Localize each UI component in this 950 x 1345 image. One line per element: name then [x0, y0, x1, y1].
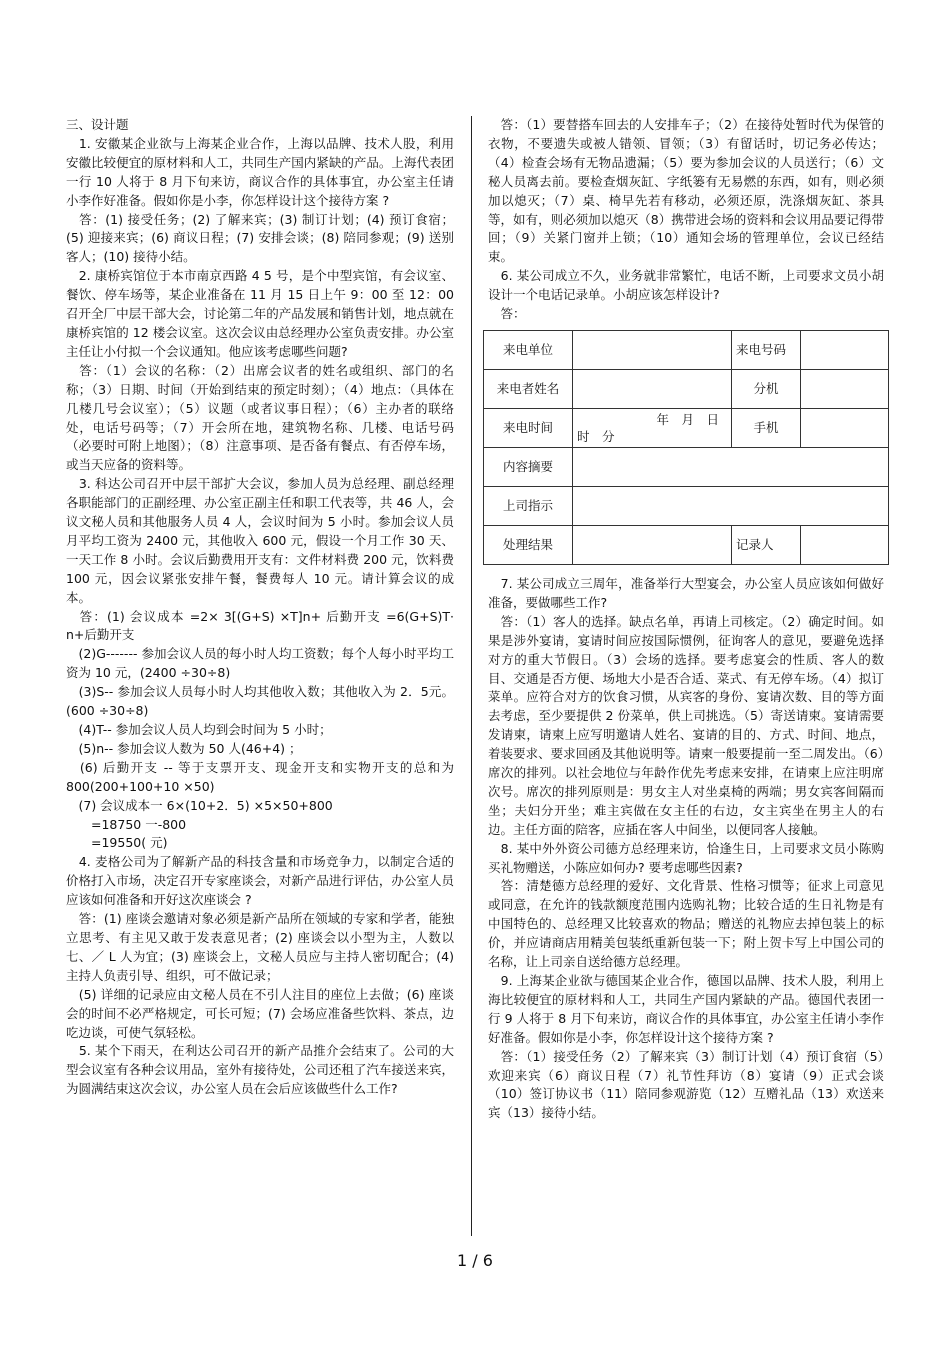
time-line: 时 分 — [577, 428, 615, 444]
mobile-label: 手机 — [732, 408, 801, 447]
question-3: 3. 科达公司召开中层干部扩大会议，参加人员为总经理、副总经理各职能部门的正副经理、办公室正副主任和职工代表等，共 46 人，会议文秘人员和其他服务人员 4 人，会议时间为 5 小时。参加会议人员月平均工资为 2400 元，其他收入 600 元，假设一个月工作 30 天、一天工作 8 小时。会议后勤费用开支有：文件材料费 200 元，饮料费 100 元，因会议紧张安排午餐，餐费每人 10 元。请计算会议的成本。 — [66, 476, 458, 605]
answer-1: 答：(1) 接受任务；(2) 了解来宾；(3) 制订计划；(4) 预订食宿；(5) 迎接来宾；(6) 商议日程；(7) 安排会谈；(8) 陪同参观；(9) 送别客人；(10) 接待小结。 — [66, 211, 454, 265]
form-row — [484, 330, 889, 369]
recorder-field — [801, 525, 889, 564]
result-field — [573, 525, 732, 564]
boss-note-field — [573, 486, 889, 525]
content-label: 内容摘要 — [484, 447, 573, 486]
question-5: 5. 某个下雨天，在利达公司召开的新产品推介会结束了。公司的大型会议室有各种会议用品，室外有接待处，公司还租了汽车接送来宾，为圆满结束这次会议，办公室人员在会后应该做些什么工作? — [66, 1043, 454, 1097]
date-line: 年 月 日 — [656, 411, 719, 427]
answer-3-cost-line3: =19550( 元) — [66, 835, 168, 851]
answer-3-n: (5)n-- 参加会议人数为 50 人(46+4) ； — [66, 740, 302, 756]
answer-8: 答：清楚德方总经理的爱好、文化背景、性格习惯等；征求上司意见或同意，在允许的钱款额度范围内选购礼物；比较合适的生日礼物是有中国特色的、总经理又比较喜欢的物品；赠送的礼物应去掉包装上的标价，并应请商店用精美包装纸重新包装一下；附上贺卡写上中国公司的名称，让上司亲自送给德方总经理。 — [488, 878, 884, 970]
answer-3-t: (4)T-- 参加会议人员人均到会时间为 5 小时； — [66, 722, 332, 737]
phone-record-form — [483, 330, 889, 565]
section-heading: 三、设计题 — [66, 117, 129, 132]
caller-name-label: 来电者姓名 — [484, 369, 573, 408]
answer-3-logistics: (6) 后勤开支 -- 等于支票开支、现金开支和实物开支的总和为 800(200+100+10 ×50) — [66, 759, 458, 794]
answer-9: 答：（1）接受任务（2）了解来宾（3）制订计划（4）预订食宿（5）欢迎来宾（6）商议日程（7）礼节性拜访（8）宴请（9）正式会谈（10）签订协议书（11）陪同参观游览（12）互赠礼品（13）欢送来宾（13）接待小结。 — [488, 1048, 884, 1121]
content-field — [573, 447, 889, 486]
form-row — [484, 369, 889, 408]
caller-phone-field — [801, 330, 889, 369]
boss-note-label: 上司指示 — [484, 486, 573, 525]
extension-field — [801, 369, 889, 408]
mobile-field — [801, 408, 889, 447]
left-column — [66, 116, 458, 1099]
answer-3-formula: 答：(1) 会议成本 =2× 3[(G+S) ×T]n+ 后勤开支 =6(G+S)T· n+后勤开支 — [66, 608, 458, 643]
form-row — [484, 408, 889, 447]
answer-3-g: (2)G------- 参加会议人员的每小时人均工资数；每个人每小时平均工资为 10 元，(2400 ÷30÷8) — [66, 646, 454, 681]
caller-phone-label: 来电号码 — [732, 330, 801, 369]
caller-name-field — [573, 369, 732, 408]
question-2: 2. 康桥宾馆位于本市南京西路 4 5 号，是个中型宾馆，有会议室、餐饮、停车场等，某企业准备在 11 月 15 日上午 9：00 至 12：00 召开全厂中层干部大会，讨论第二年的产品发展和销售计划，地点就在康桥宾馆的 12 楼会议室。这次会议由总经理办公室负责安排。办公室主任让小付拟一个会议通知。他应该考虑哪些问题? — [66, 268, 458, 359]
answer-2: 答：（1）会议的名称：（2）出席会议者的姓名或组织、部门的名称；（3）日期、时间（开始到结束的预定时刻）；（4）地点：（具体在几楼几号会议室）；（5）议题（或者议事日程）；（6）主办者的联络处，电话号码等；（7）开会所在地，建筑物名称、几楼、电话号码（必要时可附上地图）；（8）注意事项、是否备有餐点、有否停车场，或当天应备的资料等。 — [66, 362, 454, 473]
answer-3-s: (3)S-- 参加会议人员每小时人均其他收入数；其他收入为 2．5元。(600 ÷30÷8) — [66, 684, 454, 719]
question-6: 6. 某公司成立不久，业务就非常繁忙，电话不断，上司要求文员小胡设计一个电话记录单。小胡应该怎样设计? — [488, 268, 884, 303]
page-number: 1 / 6 — [457, 1251, 493, 1270]
question-7: 7. 某公司成立三周年，准备举行大型宴会，办公室人员应该如何做好准备，要做哪些工作? — [488, 575, 884, 610]
answer-3-cost: (7) 会议成本一 6×(10+2．5) ×5×50+800 — [66, 797, 333, 813]
answer-6-label: 答： — [488, 306, 526, 322]
recorder-label: 记录人 — [732, 525, 801, 564]
answer-3-cost-line2: =18750 一-800 — [66, 816, 187, 832]
form-row — [484, 447, 889, 486]
right-column — [488, 116, 884, 1123]
extension-label: 分机 — [732, 369, 801, 408]
question-4: 4. 麦格公司为了解新产品的科技含量和市场竞争力，以制定合适的价格打入市场，决定召开专家座谈会，对新产品进行评估，办公室人员应该如何准备和开好这次座谈会 ? — [66, 854, 454, 908]
call-time-label: 来电时间 — [484, 408, 573, 447]
call-time-field — [573, 408, 732, 447]
answer-7: 答：（1）客人的选择。缺点名单，再请上司核定。（2）确定时间。如果是涉外宴请，宴请时间应按国际惯例，征询客人的意见，要避免选择对方的重大节假日。（3）会场的选择。要考虑宴会的性质、客人的数目、交通是否方便、场地大小是否合适、菜式、有无停车场。（4）拟订菜单。应符合对方的饮食习惯，从宾客的身份、宴请次数、目的等方面去考虑，至少要提供 2 份菜单，供上司挑选。（5）寄送请柬。宴请需要发请柬，请柬上应写明邀请人姓名、宴请的目的、方式、时间、地点，着装要求、要求回函及其他说明等。请柬一般要提前一至二周发出。（6）席次的排列。以社会地位与年龄作优先考虑来安排，在请柬上应注明席次号。席次的排列原则是：男女主人对坐桌椅的两端；男女宾客间隔而坐；夫妇分开坐；难主宾做在女主任的右边，女主宾坐在男主人的右边。主任方面的陪客，应插在客人中间坐，以便同客人接触。 — [488, 613, 884, 837]
result-label: 处理结果 — [484, 525, 573, 564]
column-divider — [471, 116, 472, 1236]
form-row — [484, 486, 889, 525]
answer-4-part1: 答：(1) 座谈会邀请对象必须是新产品所在领域的专家和学者，能独立思考、有主见又敢于发表意见者；(2) 座谈会以小型为主，人数以七、／ L 人为宜；(3) 座谈会上，文秘人员应与主持人密切配合；(4) 主持人负责引导、组织，可不做记录； — [66, 911, 458, 983]
caller-unit-label: 来电单位 — [484, 330, 573, 369]
form-row — [484, 525, 889, 564]
answer-5: 答：（1）要替搭车回去的人安排车子；（2）在接待处暂时代为保管的衣物，不要遗失或被人错领、冒领；（3）有留话时，切记务必传达；（4）检查会场有无物品遗漏；（5）要为参加会议的人员送行；（6）文秘人员离去前。要检查烟灰缸、字纸篓有无易燃的东西，如有，则必须加以熄灭；（7）桌、椅早先若有移动，必须还原，洗涤烟灰缸、茶具等，如有，则必须加以熄灭（8）携带进会场的资料和会议用品要记得带回；（9）关紧门窗并上锁；（10）通知会场的管理单位，会议已经结束。 — [488, 117, 884, 265]
answer-4-part2: (5) 详细的记录应由文秘人员在不引人注目的座位上去做；(6) 座谈会的时间不必严格规定，可长可短；(7) 会场应准备些饮料、茶点，边吃边谈，可使气氛轻松。 — [66, 986, 454, 1040]
caller-unit-field — [573, 330, 732, 369]
question-9: 9. 上海某企业欲与德国某企业合作，德国以品牌、技术人股，利用上海比较便宜的原材料和人工，共同生产国内紧缺的产品。德国代表团一行 9 人将于 8 月下旬来访，商议合作的具体事宜，办公室主任请小李作好准备。假如你是小李，你怎样设计这个接待方案 ? — [488, 973, 884, 1045]
question-8: 8. 某中外外资公司德方总经理来访，恰逢生日，上司要求文员小陈购买礼物赠送，小陈应如何办? 要考虑哪些因素? — [488, 840, 884, 875]
question-1: 1. 安徽某企业欲与上海某企业合作，上海以品牌、技术人股，利用安徽比较便宜的原材料和人工，共同生产国内紧缺的产品。上海代表团一行 10 人将于 8 月下旬来访，商议合作的具体事宜，办公室主任请小李作好准备。假如你是小李，你怎样设计这个接待方案 ? — [66, 135, 454, 208]
